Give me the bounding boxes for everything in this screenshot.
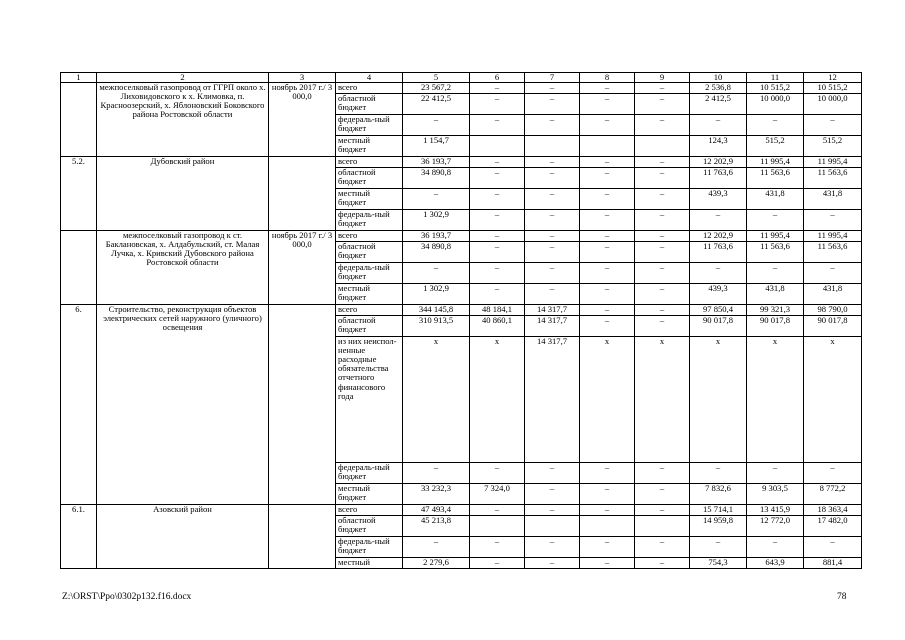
deadline-cell: ноябрь 2017 г./ 3 000,0	[269, 231, 336, 305]
amount-cell: –	[690, 115, 747, 136]
amount-cell: –	[525, 284, 580, 305]
amount-cell: –	[470, 537, 525, 558]
item-name-cell: Дубовский район	[97, 157, 269, 231]
amount-cell: –	[470, 505, 525, 516]
table-row	[61, 505, 862, 516]
column-number: 8	[580, 73, 635, 83]
amount-cell: 36 193,7	[403, 157, 470, 168]
amount-cell: 99 321,3	[747, 305, 804, 316]
amount-cell: –	[580, 305, 635, 316]
amount-cell: –	[580, 284, 635, 305]
amount-cell: –	[580, 94, 635, 115]
column-number: 2	[97, 73, 269, 83]
amount-cell: –	[403, 463, 470, 484]
amount-cell: –	[525, 168, 580, 189]
amount-cell: 881,4	[804, 558, 862, 569]
amount-cell: 11 763,6	[690, 242, 747, 263]
amount-cell: –	[690, 537, 747, 558]
amount-cell: –	[525, 210, 580, 231]
amount-cell: –	[525, 537, 580, 558]
amount-cell: –	[635, 242, 690, 263]
funding-source-cell: областной бюджет	[336, 168, 403, 189]
amount-cell: 90 017,8	[690, 316, 747, 337]
amount-cell	[470, 516, 525, 537]
amount-cell: –	[635, 284, 690, 305]
amount-cell: –	[635, 537, 690, 558]
deadline-cell	[269, 305, 336, 505]
amount-cell: –	[470, 189, 525, 210]
amount-cell: 8 772,2	[804, 484, 862, 505]
amount-cell: 1 302,9	[403, 210, 470, 231]
amount-cell: 431,8	[747, 284, 804, 305]
amount-cell: –	[525, 505, 580, 516]
amount-cell	[525, 136, 580, 157]
amount-cell: –	[525, 115, 580, 136]
amount-cell: –	[403, 263, 470, 284]
amount-cell: 439,3	[690, 284, 747, 305]
funding-source-cell: областной бюджет	[336, 316, 403, 337]
amount-cell: 1 302,9	[403, 284, 470, 305]
amount-cell: –	[470, 463, 525, 484]
column-number: 3	[269, 73, 336, 83]
amount-cell: –	[470, 94, 525, 115]
amount-cell: 33 232,3	[403, 484, 470, 505]
amount-cell: 48 184,1	[470, 305, 525, 316]
page-number: 78	[837, 592, 847, 602]
amount-cell: 310 913,5	[403, 316, 470, 337]
deadline-cell	[269, 157, 336, 231]
amount-cell: 14 317,7	[525, 305, 580, 316]
amount-cell: –	[804, 115, 862, 136]
amount-cell: 11 563,6	[804, 242, 862, 263]
amount-cell: –	[747, 463, 804, 484]
amount-cell: 34 890,8	[403, 168, 470, 189]
amount-cell: 643,9	[747, 558, 804, 569]
amount-cell: 431,8	[804, 189, 862, 210]
funding-source-cell: всего	[336, 505, 403, 516]
amount-cell: 515,2	[747, 136, 804, 157]
amount-cell: –	[635, 168, 690, 189]
amount-cell: 14 317,7	[525, 337, 580, 463]
item-name-cell: Строительство, реконструкция объектов электрических сетей наружного (уличного) освещения	[97, 305, 269, 505]
funding-source-cell: местный бюджет	[336, 136, 403, 157]
amount-cell: 431,8	[747, 189, 804, 210]
amount-cell	[635, 516, 690, 537]
amount-cell: –	[525, 558, 580, 569]
amount-cell: 754,3	[690, 558, 747, 569]
funding-source-cell: федераль-ный бюджет	[336, 463, 403, 484]
amount-cell: –	[635, 484, 690, 505]
amount-cell: –	[635, 305, 690, 316]
amount-cell: –	[470, 168, 525, 189]
amount-cell: 9 303,5	[747, 484, 804, 505]
deadline-cell	[269, 505, 336, 569]
amount-cell: –	[580, 263, 635, 284]
row-number-cell: 6.1.	[61, 505, 97, 569]
amount-cell: 11 995,4	[747, 231, 804, 242]
column-number: 7	[525, 73, 580, 83]
amount-cell: –	[580, 537, 635, 558]
amount-cell: 47 493,4	[403, 505, 470, 516]
amount-cell: –	[403, 115, 470, 136]
funding-source-cell: областной бюджет	[336, 516, 403, 537]
funding-source-cell: федераль-ный бюджет	[336, 263, 403, 284]
amount-cell	[580, 136, 635, 157]
funding-source-cell: областной бюджет	[336, 242, 403, 263]
amount-cell: x	[470, 337, 525, 463]
funding-source-cell: всего	[336, 157, 403, 168]
table-row	[61, 83, 862, 94]
amount-cell: –	[525, 189, 580, 210]
item-name-cell: межпоселковый газопровод к ст. Баклановская, х. Алдабульский, ст. Малая Лучка, х. Кривский Дубовского района Ростовской области	[97, 231, 269, 305]
amount-cell: –	[580, 463, 635, 484]
amount-cell: 18 363,4	[804, 505, 862, 516]
amount-cell: 36 193,7	[403, 231, 470, 242]
table-row	[61, 157, 862, 168]
amount-cell: 14 959,8	[690, 516, 747, 537]
item-name-cell: Азовский район	[97, 505, 269, 569]
amount-cell: –	[635, 94, 690, 115]
funding-source-cell: всего	[336, 305, 403, 316]
amount-cell: –	[580, 231, 635, 242]
amount-cell: –	[403, 189, 470, 210]
column-number: 6	[470, 73, 525, 83]
table-row	[61, 305, 862, 316]
amount-cell: 23 567,2	[403, 83, 470, 94]
amount-cell: –	[804, 537, 862, 558]
funding-source-cell: местный бюджет	[336, 284, 403, 305]
amount-cell: 10 000,0	[747, 94, 804, 115]
amount-cell: –	[580, 210, 635, 231]
amount-cell: –	[525, 157, 580, 168]
column-number: 4	[336, 73, 403, 83]
amount-cell: –	[747, 537, 804, 558]
amount-cell: 2 412,5	[690, 94, 747, 115]
amount-cell: 10 515,2	[747, 83, 804, 94]
amount-cell: –	[525, 263, 580, 284]
item-name-cell: межпоселковый газопровод от ГГРП около х. Лиховидовского к х. Климовка, п. Красноозерский, х. Яблоновский Боковского района Ростовской области	[97, 83, 269, 157]
amount-cell: –	[635, 157, 690, 168]
amount-cell: –	[470, 558, 525, 569]
amount-cell: 7 324,0	[470, 484, 525, 505]
amount-cell: x	[403, 337, 470, 463]
amount-cell: –	[635, 210, 690, 231]
amount-cell: –	[804, 210, 862, 231]
amount-cell: 11 995,4	[747, 157, 804, 168]
funding-source-cell: областной бюджет	[336, 94, 403, 115]
amount-cell: –	[525, 463, 580, 484]
amount-cell: 13 415,9	[747, 505, 804, 516]
amount-cell: –	[580, 505, 635, 516]
document-sheet	[60, 72, 861, 569]
amount-cell: –	[580, 168, 635, 189]
amount-cell: x	[580, 337, 635, 463]
amount-cell: 2 279,6	[403, 558, 470, 569]
amount-cell: 22 412,5	[403, 94, 470, 115]
row-number-cell	[61, 83, 97, 157]
amount-cell: –	[635, 263, 690, 284]
amount-cell: 14 317,7	[525, 316, 580, 337]
amount-cell: 97 850,4	[690, 305, 747, 316]
amount-cell: –	[690, 263, 747, 284]
amount-cell	[470, 136, 525, 157]
amount-cell: –	[403, 537, 470, 558]
amount-cell: 11 563,6	[804, 168, 862, 189]
amount-cell: 11 995,4	[804, 231, 862, 242]
amount-cell: x	[690, 337, 747, 463]
amount-cell: x	[747, 337, 804, 463]
amount-cell: x	[804, 337, 862, 463]
amount-cell: 431,8	[804, 284, 862, 305]
amount-cell: –	[747, 263, 804, 284]
amount-cell: –	[470, 157, 525, 168]
amount-cell: –	[690, 463, 747, 484]
amount-cell: –	[635, 463, 690, 484]
funding-source-cell: из них неиспол-ненные расходные обязательства отчетного финансового года	[336, 337, 403, 463]
amount-cell: 90 017,8	[804, 316, 862, 337]
amount-cell: –	[635, 189, 690, 210]
column-number: 1	[61, 73, 97, 83]
amount-cell: x	[635, 337, 690, 463]
amount-cell: –	[525, 94, 580, 115]
amount-cell: –	[470, 115, 525, 136]
amount-cell: 98 790,0	[804, 305, 862, 316]
funding-source-cell: федераль-ный бюджет	[336, 537, 403, 558]
amount-cell: –	[470, 231, 525, 242]
amount-cell: –	[525, 242, 580, 263]
amount-cell: –	[747, 115, 804, 136]
amount-cell: 12 202,9	[690, 157, 747, 168]
amount-cell: 2 536,8	[690, 83, 747, 94]
amount-cell: 1 154,7	[403, 136, 470, 157]
amount-cell: 12 772,0	[747, 516, 804, 537]
amount-cell: –	[635, 83, 690, 94]
funding-source-cell: федераль-ный бюджет	[336, 210, 403, 231]
amount-cell: 11 563,6	[747, 168, 804, 189]
table-body	[61, 73, 862, 569]
amount-cell: –	[525, 484, 580, 505]
column-number: 11	[747, 73, 804, 83]
column-number: 12	[804, 73, 862, 83]
amount-cell: –	[635, 231, 690, 242]
amount-cell: 10 000,0	[804, 94, 862, 115]
amount-cell: –	[470, 284, 525, 305]
funding-source-cell: местный бюджет	[336, 189, 403, 210]
amount-cell: 344 145,8	[403, 305, 470, 316]
funding-source-cell: местный	[336, 558, 403, 569]
amount-cell: 439,3	[690, 189, 747, 210]
amount-cell: 40 860,1	[470, 316, 525, 337]
column-number: 10	[690, 73, 747, 83]
amount-cell: –	[690, 210, 747, 231]
amount-cell: 34 890,8	[403, 242, 470, 263]
amount-cell: –	[470, 263, 525, 284]
column-number-row	[61, 73, 862, 83]
funding-source-cell: всего	[336, 83, 403, 94]
amount-cell: –	[580, 115, 635, 136]
amount-cell: 11 995,4	[804, 157, 862, 168]
amount-cell: –	[635, 115, 690, 136]
amount-cell: 17 482,0	[804, 516, 862, 537]
amount-cell: –	[804, 463, 862, 484]
amount-cell: 15 714,1	[690, 505, 747, 516]
amount-cell: –	[470, 210, 525, 231]
amount-cell: –	[635, 505, 690, 516]
amount-cell: –	[525, 231, 580, 242]
amount-cell: –	[635, 316, 690, 337]
amount-cell: 124,3	[690, 136, 747, 157]
footer-file-path: Z:\ORST\Ppo\0302p132.f16.docx	[62, 592, 192, 602]
amount-cell: –	[470, 242, 525, 263]
amount-cell: –	[580, 189, 635, 210]
funding-source-cell: федераль-ный бюджет	[336, 115, 403, 136]
funding-source-cell: всего	[336, 231, 403, 242]
amount-cell: –	[580, 242, 635, 263]
amount-cell: –	[580, 157, 635, 168]
amount-cell: –	[470, 83, 525, 94]
amount-cell: 515,2	[804, 136, 862, 157]
amount-cell: 90 017,8	[747, 316, 804, 337]
amount-cell: 10 515,2	[804, 83, 862, 94]
amount-cell: 7 832,6	[690, 484, 747, 505]
amount-cell: –	[580, 484, 635, 505]
amount-cell	[525, 516, 580, 537]
amount-cell: 12 202,9	[690, 231, 747, 242]
amount-cell: –	[580, 558, 635, 569]
funding-source-cell: местный бюджет	[336, 484, 403, 505]
amount-cell	[580, 516, 635, 537]
program-table	[60, 72, 862, 569]
row-number-cell: 5.2.	[61, 157, 97, 231]
table-row	[61, 231, 862, 242]
column-number: 9	[635, 73, 690, 83]
amount-cell: –	[525, 83, 580, 94]
deadline-cell: ноябрь 2017 г./ 3 000,0	[269, 83, 336, 157]
amount-cell: 11 763,6	[690, 168, 747, 189]
amount-cell: –	[580, 83, 635, 94]
row-number-cell	[61, 231, 97, 305]
amount-cell: 11 563,6	[747, 242, 804, 263]
amount-cell: –	[804, 263, 862, 284]
row-number-cell: 6.	[61, 305, 97, 505]
amount-cell: –	[580, 316, 635, 337]
amount-cell	[635, 136, 690, 157]
amount-cell: –	[635, 558, 690, 569]
amount-cell: 45 213,8	[403, 516, 470, 537]
column-number: 5	[403, 73, 470, 83]
amount-cell: –	[747, 210, 804, 231]
